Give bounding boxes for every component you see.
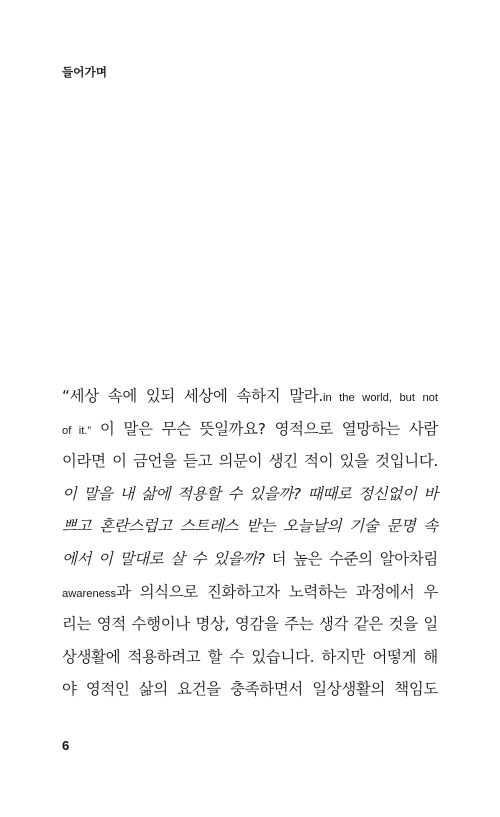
text-segment: 쁘고 혼란스럽고 스트레스 받는 오늘날의 기술 문명 속 — [62, 517, 438, 536]
text-line — [62, 380, 438, 413]
body-paragraph — [62, 380, 438, 706]
text-line — [62, 608, 438, 641]
text-segment: of it.” — [62, 424, 92, 437]
text-segment: 이 말을 내 삶에 적용할 수 있을까? 때때로 정신없이 바 — [62, 484, 438, 503]
text-line — [62, 478, 438, 511]
page-number: 6 — [62, 738, 70, 753]
text-segment: 리는 영적 수행이나 명상, 영감을 주는 생각 같은 것을 일 — [62, 615, 438, 634]
section-title: 들어가며 — [62, 65, 108, 79]
text-segment: 더 높은 수준의 알아차림 — [264, 549, 438, 568]
text-segment: 에서 이 말대로 살 수 있을까? — [62, 549, 265, 568]
text-line — [62, 641, 438, 674]
text-line — [62, 576, 438, 609]
text-line — [62, 413, 438, 446]
text-line — [62, 510, 438, 543]
text-segment: 야 영적인 삶의 요건을 충족하면서 일상생활의 책임도 — [62, 680, 438, 699]
text-segment: “세상 속에 있되 세상에 속하지 말라. — [62, 387, 323, 405]
text-segment: 상생활에 적용하려고 할 수 있습니다. 하지만 어떻게 해 — [62, 647, 438, 666]
text-line — [62, 445, 438, 478]
text-segment: 이라면 이 금언을 듣고 의문이 생긴 적이 있을 것입니다. — [62, 452, 438, 471]
text-segment: 과 의식으로 진화하고자 노력하는 과정에서 우 — [116, 582, 438, 601]
text-segment: awareness — [62, 587, 117, 600]
text-segment: in the world, but not — [322, 392, 439, 404]
text-line — [62, 543, 438, 576]
text-segment: 이 말은 무슨 뜻일까요? 영적으로 열망하는 사람 — [91, 419, 439, 438]
text-line — [62, 673, 438, 706]
